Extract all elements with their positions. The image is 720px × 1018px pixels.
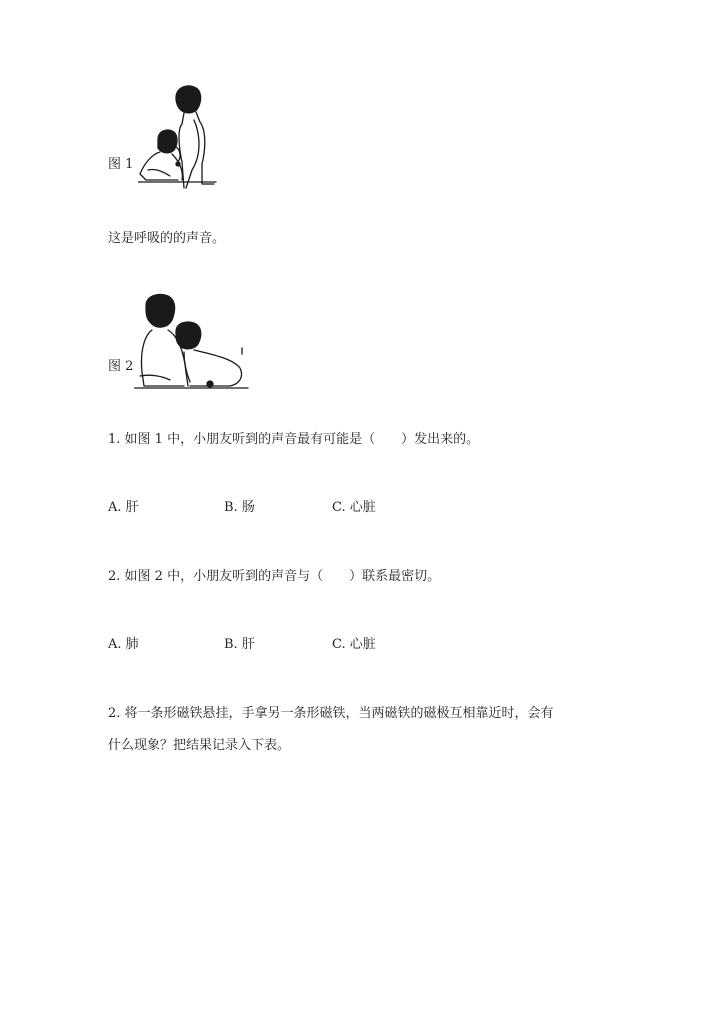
question-1-option-b[interactable]: B. 肠 — [224, 500, 255, 515]
figure-1-illustration — [138, 84, 218, 192]
question-2-option-c[interactable]: C. 心脏 — [332, 637, 376, 652]
question-2-option-a[interactable]: A. 肺 — [108, 637, 139, 652]
question-1-option-a[interactable]: A. 肝 — [108, 500, 139, 515]
question-3-stem-line-2: 什么现象？把结果记录入下表。 — [108, 738, 291, 753]
figure-2-label: 图 2 — [108, 359, 134, 374]
question-2-option-b[interactable]: B. 肝 — [224, 637, 255, 652]
figure-1-caption: 这是呼吸的的声音。 — [108, 231, 226, 246]
question-3-stem-line-1: 2. 将一条形磁铁悬挂，手拿另一条形磁铁，当两磁铁的磁极互相靠近时，会有 — [108, 706, 554, 721]
question-1-option-c[interactable]: C. 心脏 — [332, 500, 376, 515]
figure-2-illustration — [134, 292, 250, 396]
figure-1-label: 图 1 — [108, 157, 134, 172]
question-2-stem: 2. 如图 2 中，小朋友听到的声音与（ ）联系最密切。 — [108, 569, 441, 584]
question-1-stem: 1. 如图 1 中，小朋友听到的声音最有可能是（ ）发出来的。 — [108, 432, 480, 447]
